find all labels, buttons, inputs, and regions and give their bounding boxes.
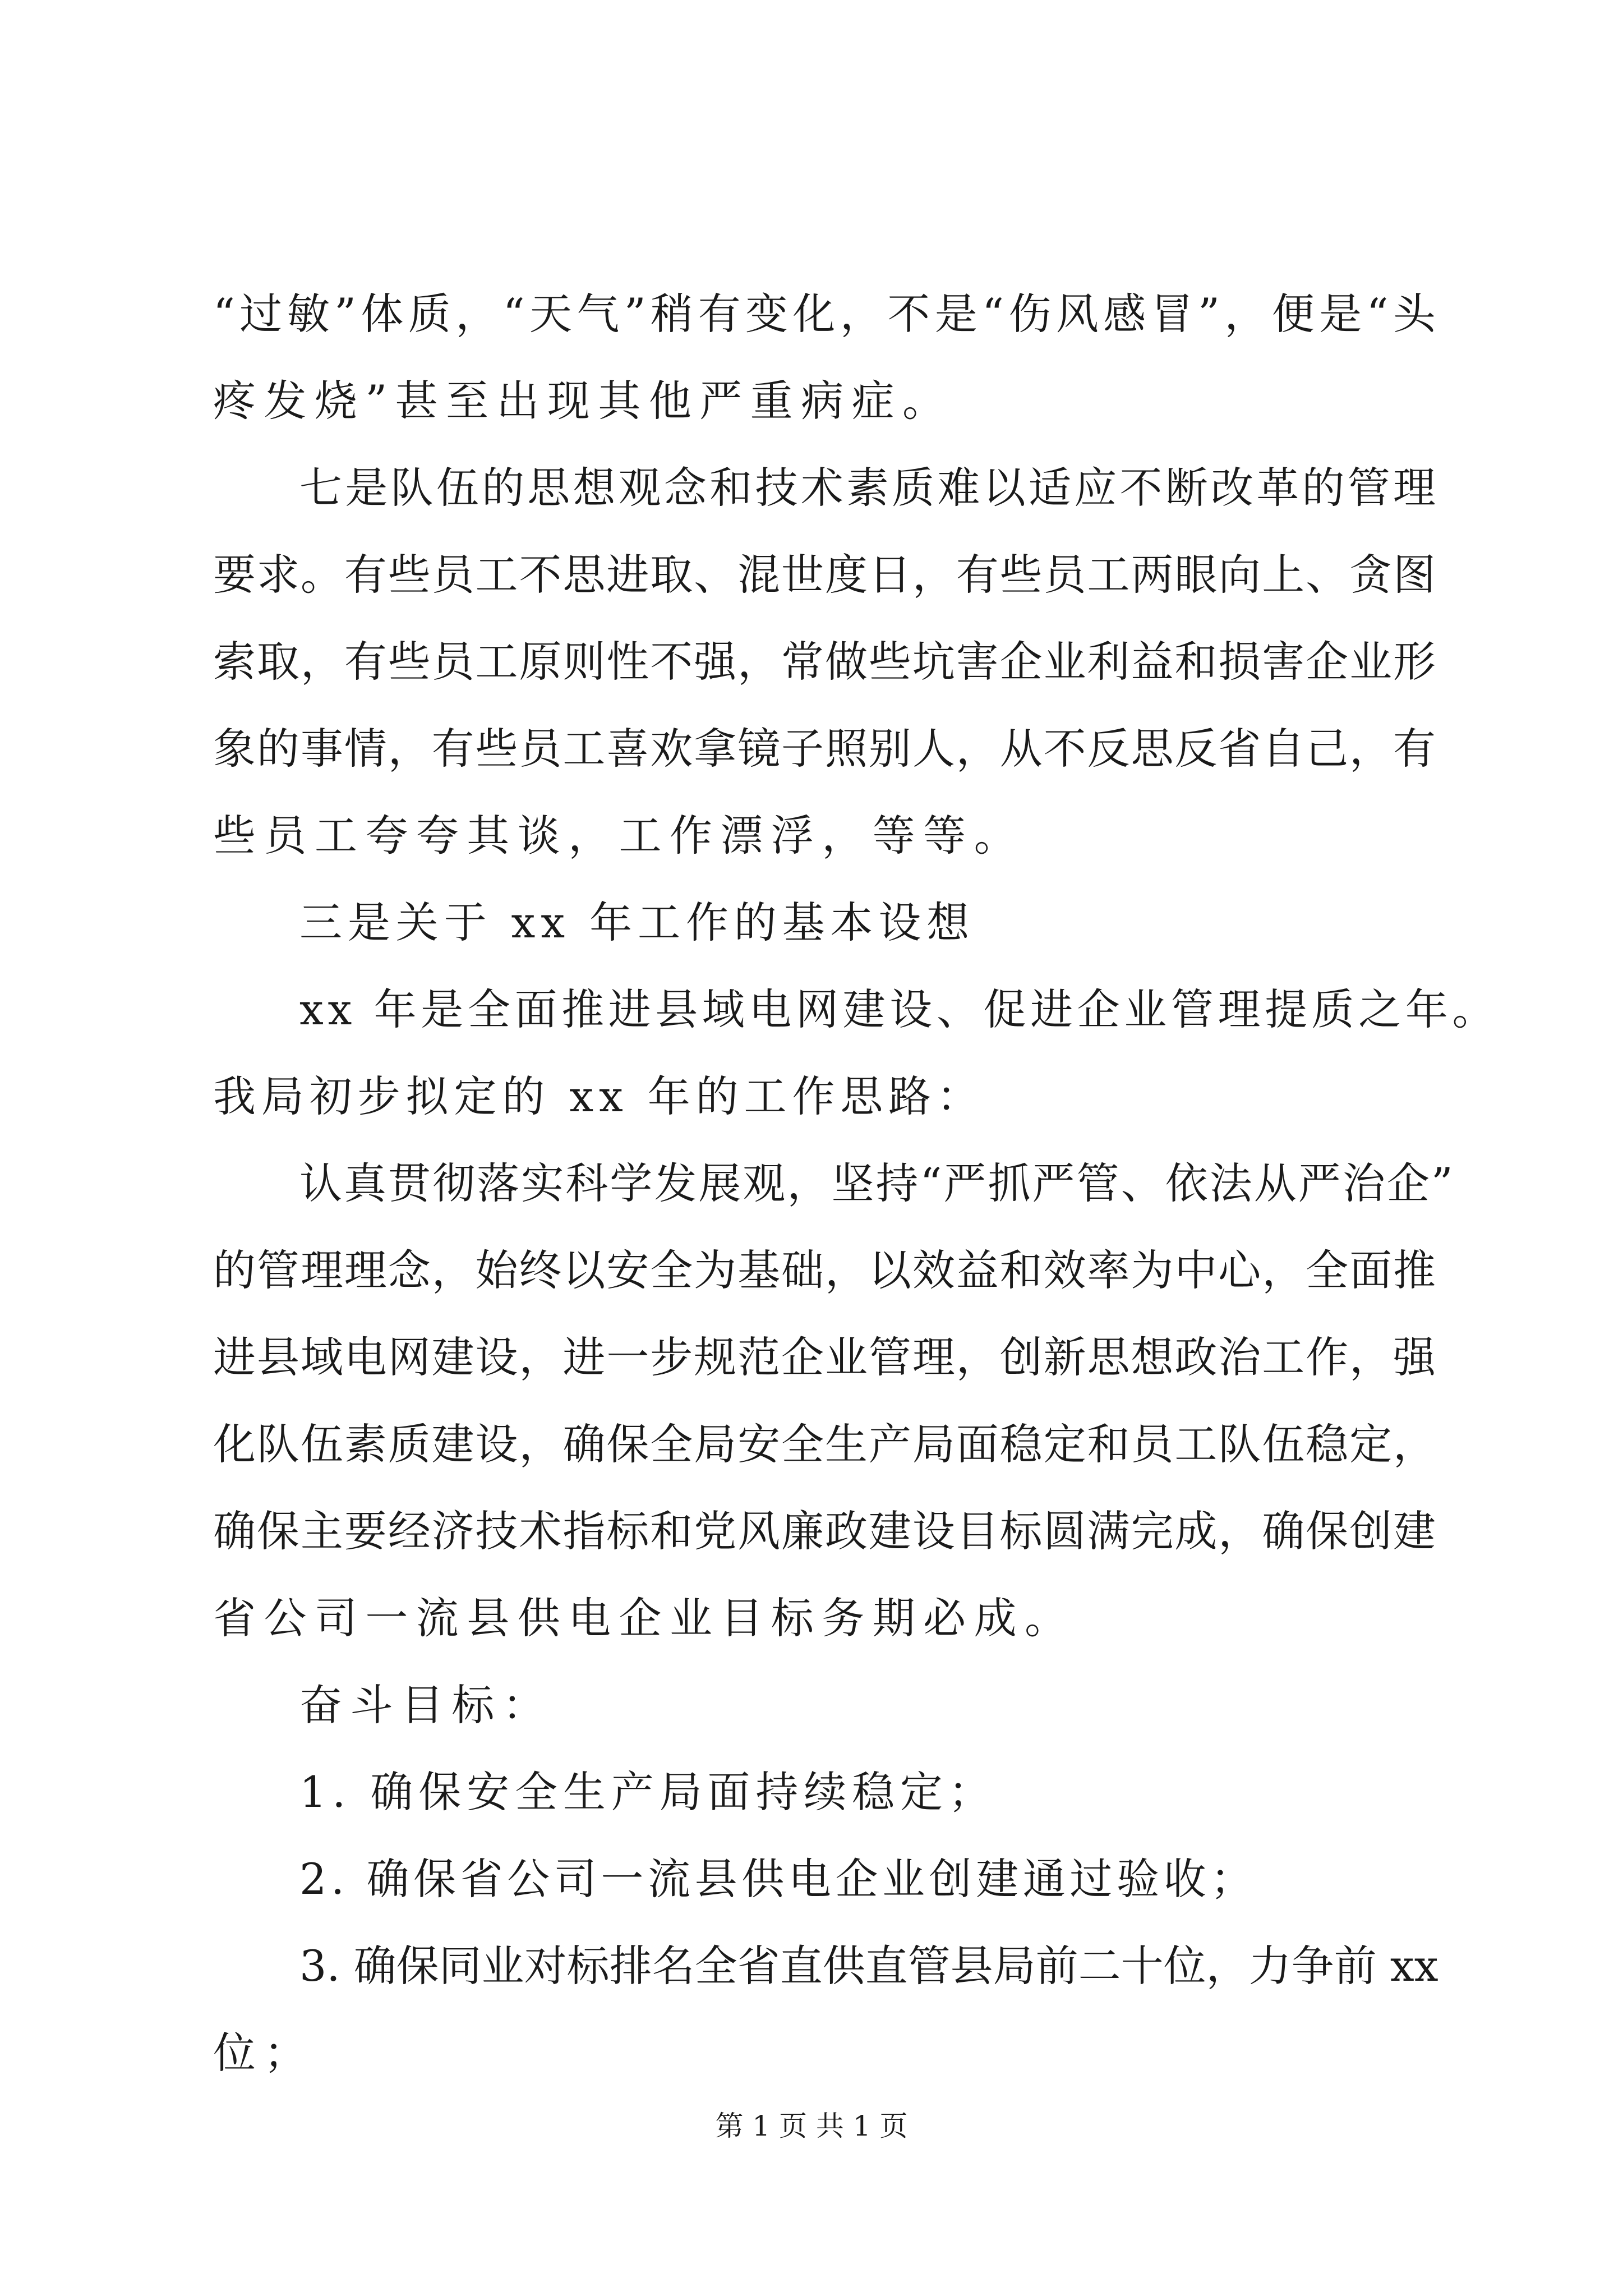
text-line: 省公司一流县供电企业目标务期必成。 xyxy=(213,1593,1076,1643)
text-line: 疼发烧”甚至出现其他严重病症。 xyxy=(213,376,953,426)
text-line: 要求。有些员工不思进取、混世度日，有些员工两眼向上、贪图 xyxy=(213,550,1436,600)
text-line: “过敏”体质，“天气”稍有变化，不是“伤风感冒”，便是“头 xyxy=(213,289,1436,339)
text-line: 我局初步拟定的 xx 年的工作思路： xyxy=(213,1071,985,1121)
text-line: 认真贯彻落实科学发展观，坚持“严抓严管、依法从严治企” xyxy=(299,1158,1455,1208)
text-line: 确保主要经济技术指标和党风廉政建设目标圆满完成，确保创建 xyxy=(213,1506,1436,1556)
subheading: 奋斗目标： xyxy=(299,1680,554,1730)
list-item: 1. 确保安全生产局面持续稳定； xyxy=(299,1767,997,1817)
text-line: 的管理理念，始终以安全为基础，以效益和效率为中心，全面推 xyxy=(213,1245,1436,1295)
text-line: 些员工夸夸其谈，工作漂浮，等等。 xyxy=(213,811,1025,861)
text-line: 索取，有些员工原则性不强，常做些坑害企业利益和损害企业形 xyxy=(213,637,1436,687)
list-item: 3. 确保同业对标排名全省直供直管县局前二十位，力争前 xx xyxy=(299,1941,1438,1991)
text-line: 象的事情，有些员工喜欢拿镜子照别人，从不反思反省自己，有 xyxy=(213,724,1436,774)
text-line: 化队伍素质建设，确保全局安全生产局面稳定和员工队伍稳定， xyxy=(213,1419,1436,1469)
text-line: 七是队伍的思想观念和技术素质难以适应不断改革的管理 xyxy=(299,463,1436,513)
text-line: 位； xyxy=(213,2028,315,2078)
section-heading: 三是关于 xx 年工作的基本设想 xyxy=(299,898,975,947)
page-number-footer: 第 1 页 共 1 页 xyxy=(715,2110,908,2142)
text-line: 进县域电网建设，进一步规范企业管理，创新思想政治工作，强 xyxy=(213,1332,1436,1382)
list-item: 2. 确保省公司一流县供电企业创建通过验收； xyxy=(299,1854,1257,1904)
text-line: xx 年是全面推进县域电网建设、促进企业管理提质之年。 xyxy=(299,984,1500,1034)
